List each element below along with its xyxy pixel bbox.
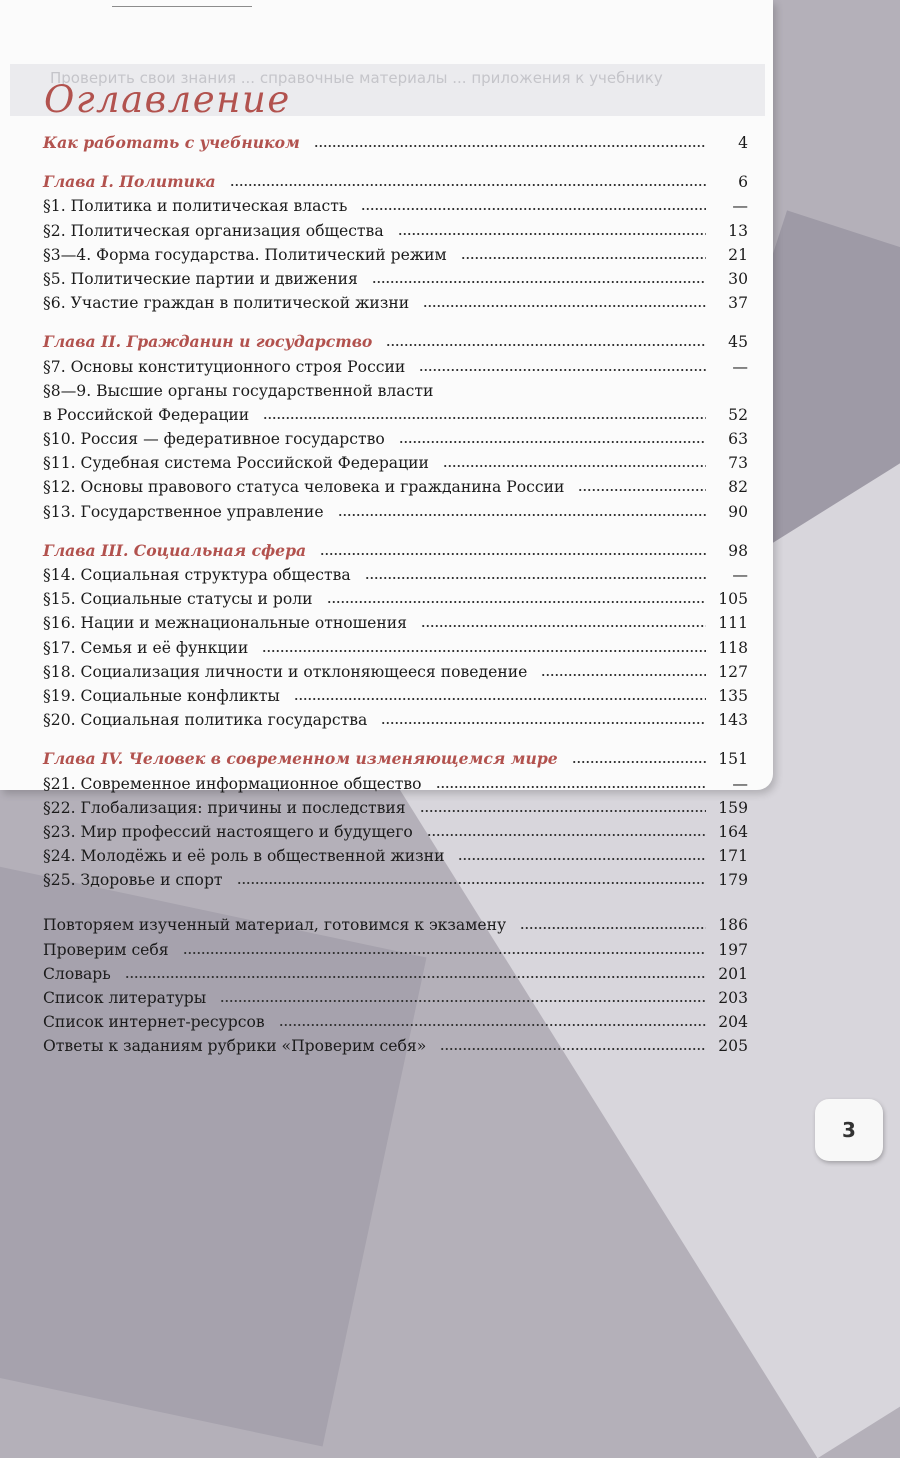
toc-row[interactable] bbox=[43, 291, 748, 315]
dot-leader bbox=[399, 440, 706, 444]
toc-label: §6. Участие граждан в политической жизни bbox=[43, 294, 410, 313]
toc-row[interactable] bbox=[43, 194, 748, 218]
dot-leader bbox=[440, 1047, 706, 1051]
toc-page: 143 bbox=[718, 711, 748, 730]
toc-label: §25. Здоровье и спорт bbox=[43, 871, 223, 890]
toc-row[interactable] bbox=[43, 1010, 748, 1034]
dot-leader bbox=[386, 343, 706, 347]
toc-page: 203 bbox=[718, 989, 748, 1007]
toc-label: §20. Социальная политика государства bbox=[43, 711, 368, 730]
toc-page: 118 bbox=[718, 638, 748, 657]
dot-leader bbox=[365, 576, 706, 580]
toc-row[interactable] bbox=[43, 267, 748, 291]
toc-label: Проверим себя bbox=[43, 940, 169, 959]
toc-page: 205 bbox=[718, 1037, 748, 1056]
dot-leader bbox=[314, 144, 706, 148]
table-of-contents bbox=[43, 131, 748, 1059]
toc-row[interactable] bbox=[43, 330, 748, 354]
toc-row[interactable] bbox=[43, 451, 748, 475]
toc-page: 159 bbox=[718, 798, 748, 817]
dot-leader bbox=[572, 760, 706, 764]
toc-row[interactable] bbox=[43, 475, 748, 499]
toc-row[interactable] bbox=[43, 747, 748, 771]
dot-leader bbox=[338, 513, 706, 517]
toc-label: Глава III. Социальная сфера bbox=[43, 540, 307, 560]
toc-row[interactable] bbox=[43, 611, 748, 635]
toc-label: §7. Основы конституционного строя России bbox=[43, 357, 406, 376]
dot-leader bbox=[327, 600, 706, 604]
toc-row[interactable] bbox=[43, 219, 748, 243]
dot-leader bbox=[427, 833, 706, 837]
toc-row[interactable] bbox=[43, 986, 748, 1010]
toc-row[interactable] bbox=[43, 427, 748, 451]
toc-row[interactable] bbox=[43, 962, 748, 986]
toc-page: 201 bbox=[718, 964, 748, 983]
toc-row[interactable] bbox=[43, 938, 748, 962]
toc-row[interactable] bbox=[43, 844, 748, 868]
dot-leader bbox=[421, 624, 706, 628]
toc-page: 30 bbox=[728, 269, 748, 288]
dot-leader bbox=[423, 304, 706, 308]
toc-label: §8—9. Высшие органы государственной власти bbox=[43, 381, 434, 400]
dot-leader bbox=[263, 416, 706, 420]
page-title: Оглавление bbox=[44, 78, 291, 121]
toc-row[interactable] bbox=[43, 170, 748, 194]
toc-row[interactable] bbox=[43, 403, 748, 427]
dot-leader bbox=[230, 183, 706, 187]
dot-leader bbox=[443, 464, 706, 468]
toc-label: Словарь bbox=[43, 964, 111, 983]
dot-leader bbox=[262, 649, 706, 653]
toc-label: §19. Социальные конфликты bbox=[43, 686, 280, 705]
toc-page: 127 bbox=[718, 662, 748, 681]
toc-label: §2. Политическая организация общества bbox=[43, 221, 384, 240]
page-number-badge: 3 bbox=[815, 1099, 883, 1161]
toc-row[interactable] bbox=[43, 708, 748, 732]
toc-page: — bbox=[732, 774, 748, 793]
toc-page: 171 bbox=[718, 847, 748, 866]
toc-page: 179 bbox=[718, 871, 748, 890]
toc-page: — bbox=[732, 357, 748, 376]
toc-row[interactable] bbox=[43, 868, 748, 892]
toc-page: 37 bbox=[728, 294, 748, 313]
dot-leader bbox=[398, 232, 706, 236]
toc-page: 73 bbox=[728, 454, 748, 473]
dot-leader bbox=[372, 280, 706, 284]
toc-label: Список литературы bbox=[43, 989, 207, 1007]
toc-row[interactable] bbox=[43, 500, 748, 524]
toc-page: 4 bbox=[738, 134, 748, 152]
toc-label: §11. Судебная система Российской Федерации bbox=[43, 454, 429, 473]
toc-page: 45 bbox=[728, 333, 748, 352]
toc-page: 90 bbox=[728, 502, 748, 521]
toc-page: 82 bbox=[728, 478, 748, 497]
toc-row[interactable] bbox=[43, 563, 748, 587]
toc-label: Глава IV. Человек в современном изменяющемся мире bbox=[43, 749, 558, 769]
toc-row[interactable] bbox=[43, 355, 748, 379]
dot-leader bbox=[458, 857, 706, 861]
toc-label: §16. Нации и межнациональные отношения bbox=[43, 614, 407, 633]
toc-label: в Российской Федерации bbox=[43, 405, 250, 424]
toc-page: 13 bbox=[728, 221, 748, 240]
toc-page: 186 bbox=[718, 916, 748, 935]
toc-label: §10. Россия — федеративное государство bbox=[43, 430, 385, 449]
toc-label: §18. Социализация личности и отклоняющееся поведение bbox=[43, 662, 528, 681]
toc-label: §5. Политические партии и движения bbox=[43, 269, 358, 288]
toc-label: Список интернет-ресурсов bbox=[43, 1013, 265, 1032]
toc-page: 135 bbox=[718, 686, 748, 705]
dot-leader bbox=[361, 207, 706, 211]
dot-leader bbox=[279, 1023, 706, 1027]
toc-page: 21 bbox=[728, 245, 748, 264]
toc-page: 164 bbox=[718, 822, 748, 841]
toc-label: §24. Молодёжь и её роль в общественной жизни bbox=[43, 847, 445, 866]
dot-leader bbox=[183, 951, 706, 955]
toc-label: §13. Государственное управление bbox=[43, 502, 324, 521]
toc-label: §22. Глобализация: причины и последствия bbox=[43, 798, 406, 817]
dot-leader bbox=[381, 721, 706, 725]
dot-leader bbox=[436, 785, 706, 789]
dot-leader bbox=[541, 673, 706, 677]
toc-row[interactable] bbox=[43, 636, 748, 660]
toc-label: §3—4. Форма государства. Политический режим bbox=[43, 245, 447, 264]
toc-row[interactable] bbox=[43, 796, 748, 820]
dot-leader bbox=[520, 926, 706, 930]
dot-leader bbox=[237, 881, 706, 885]
toc-label: §21. Современное информационное общество bbox=[43, 774, 422, 793]
toc-label: §17. Семья и её функции bbox=[43, 638, 249, 657]
toc-row[interactable] bbox=[43, 1034, 748, 1058]
dot-leader bbox=[320, 552, 706, 556]
toc-label: Глава II. Гражданин и государство bbox=[43, 332, 373, 352]
toc-label: Глава I. Политика bbox=[43, 172, 216, 192]
toc-page: 63 bbox=[728, 430, 748, 449]
toc-label: Ответы к заданиям рубрики «Проверим себя» bbox=[43, 1037, 427, 1056]
toc-row[interactable] bbox=[43, 539, 748, 563]
dot-leader bbox=[420, 809, 706, 813]
dot-leader bbox=[461, 256, 706, 260]
toc-label: §12. Основы правового статуса человека и гражданина России bbox=[43, 478, 565, 497]
toc-page: 151 bbox=[718, 750, 748, 769]
show-through-text: Проверить свои знания ... справочные материалы ... приложения к учебнику bbox=[10, 64, 765, 116]
toc-page: 111 bbox=[718, 614, 748, 633]
dot-leader bbox=[125, 975, 706, 979]
toc-page: 197 bbox=[718, 940, 748, 959]
toc-label: §14. Социальная структура общества bbox=[43, 566, 351, 584]
toc-label: Как работать с учебником bbox=[43, 133, 300, 152]
toc-label: §15. Социальные статусы и роли bbox=[43, 590, 313, 609]
toc-row[interactable] bbox=[43, 379, 748, 403]
toc-row[interactable] bbox=[43, 660, 748, 684]
toc-page: 98 bbox=[728, 541, 748, 560]
toc-row[interactable] bbox=[43, 587, 748, 611]
dot-leader bbox=[419, 368, 706, 372]
dot-leader bbox=[220, 999, 706, 1003]
toc-row[interactable] bbox=[43, 684, 748, 708]
toc-row[interactable] bbox=[43, 820, 748, 844]
toc-row[interactable] bbox=[43, 131, 748, 155]
toc-page: — bbox=[732, 566, 748, 584]
toc-page: 105 bbox=[718, 590, 748, 609]
toc-row[interactable] bbox=[43, 913, 748, 937]
toc-label: §1. Политика и политическая власть bbox=[43, 197, 348, 216]
toc-label: Повторяем изученный материал, готовимся к экзамену bbox=[43, 916, 507, 935]
toc-row[interactable] bbox=[43, 243, 748, 267]
toc-page: 6 bbox=[738, 173, 748, 192]
dot-leader bbox=[578, 488, 706, 492]
top-rule bbox=[112, 6, 252, 7]
toc-page: — bbox=[732, 197, 748, 216]
toc-page: 52 bbox=[728, 405, 748, 424]
toc-label: §23. Мир профессий настоящего и будущего bbox=[43, 822, 413, 841]
toc-page: 204 bbox=[718, 1013, 748, 1032]
dot-leader bbox=[294, 697, 706, 701]
toc-row[interactable] bbox=[43, 772, 748, 796]
